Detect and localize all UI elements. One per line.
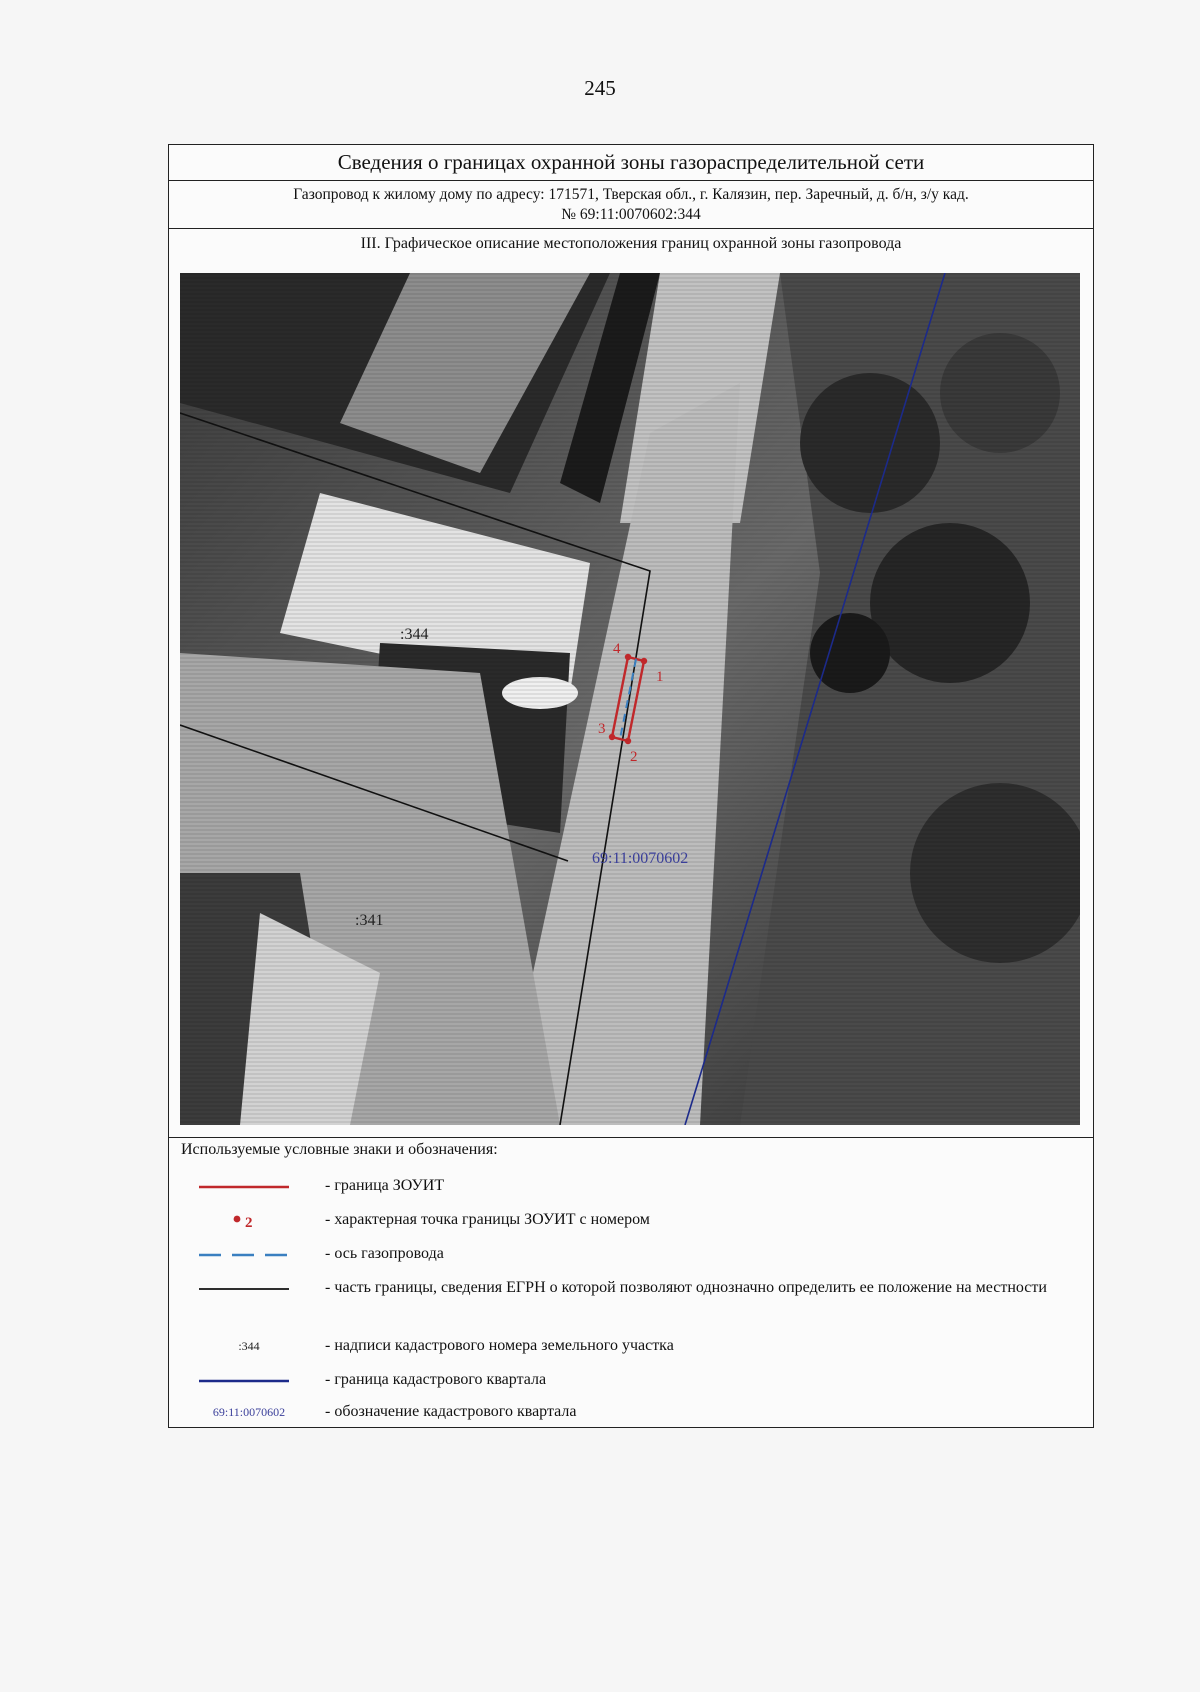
object-address: Газопровод к жилому дому по адресу: 171571, Тверская обл., г. Калязин, пер. Заречный, д. б/н, з/у кад.	[293, 186, 969, 203]
parcel-label-sample-icon	[189, 1335, 309, 1359]
point-label-1: 1	[656, 669, 664, 685]
quarter-label: 69:11:0070602	[592, 850, 689, 867]
map-image	[180, 273, 1080, 1125]
legend-parcel-sample: :344	[238, 1339, 260, 1353]
zone-point-2	[625, 738, 631, 744]
point-label-3: 3	[598, 721, 606, 737]
legend-text: - надписи кадастрового номера земельного участка	[325, 1337, 674, 1354]
document-title: Сведения о границах охранной зоны газораспределительной сети	[169, 145, 1093, 181]
quarter-label-sample-icon	[189, 1401, 309, 1425]
section-heading: III. Графическое описание местоположения границ охранной зоны газопровода	[360, 235, 902, 252]
object-cadastral-number: № 69:11:0070602:344	[561, 206, 701, 223]
red-point-icon	[189, 1209, 309, 1233]
legend-text: - ось газопровода	[325, 1245, 444, 1262]
legend-title: Используемые условные знаки и обозначения:	[181, 1141, 498, 1158]
legend-text: - часть границы, сведения ЕГРН о которой позволяют однозначно определить ее положение на местности	[325, 1279, 1047, 1296]
zone-point-4	[625, 654, 631, 660]
legend-text: - обозначение кадастрового квартала	[325, 1403, 577, 1420]
blue-dash-icon	[189, 1243, 309, 1267]
legend-quarter-sample: 69:11:0070602	[212, 1405, 286, 1419]
navy-line-icon	[189, 1369, 309, 1393]
legend-text: - характерная точка границы ЗОУИТ с номером	[325, 1211, 650, 1228]
parcel-label-341: :341	[355, 912, 384, 929]
map-svg	[180, 273, 1080, 1125]
parcel-label-344: :344	[400, 626, 429, 643]
page-number: 245	[584, 76, 616, 100]
legend-separator	[169, 1137, 1093, 1138]
black-line-icon	[189, 1277, 309, 1301]
zone-point-3	[609, 734, 615, 740]
legend-text: - граница ЗОУИТ	[325, 1177, 445, 1194]
legend-point-sample: 2	[245, 1215, 253, 1231]
point-label-4: 4	[613, 641, 621, 657]
object-description	[169, 181, 1093, 229]
legend-text: - граница кадастрового квартала	[325, 1371, 547, 1388]
point-label-2: 2	[630, 749, 638, 765]
zone-point-1	[641, 658, 647, 664]
red-line-icon	[189, 1175, 309, 1199]
document-frame	[168, 144, 1094, 1428]
